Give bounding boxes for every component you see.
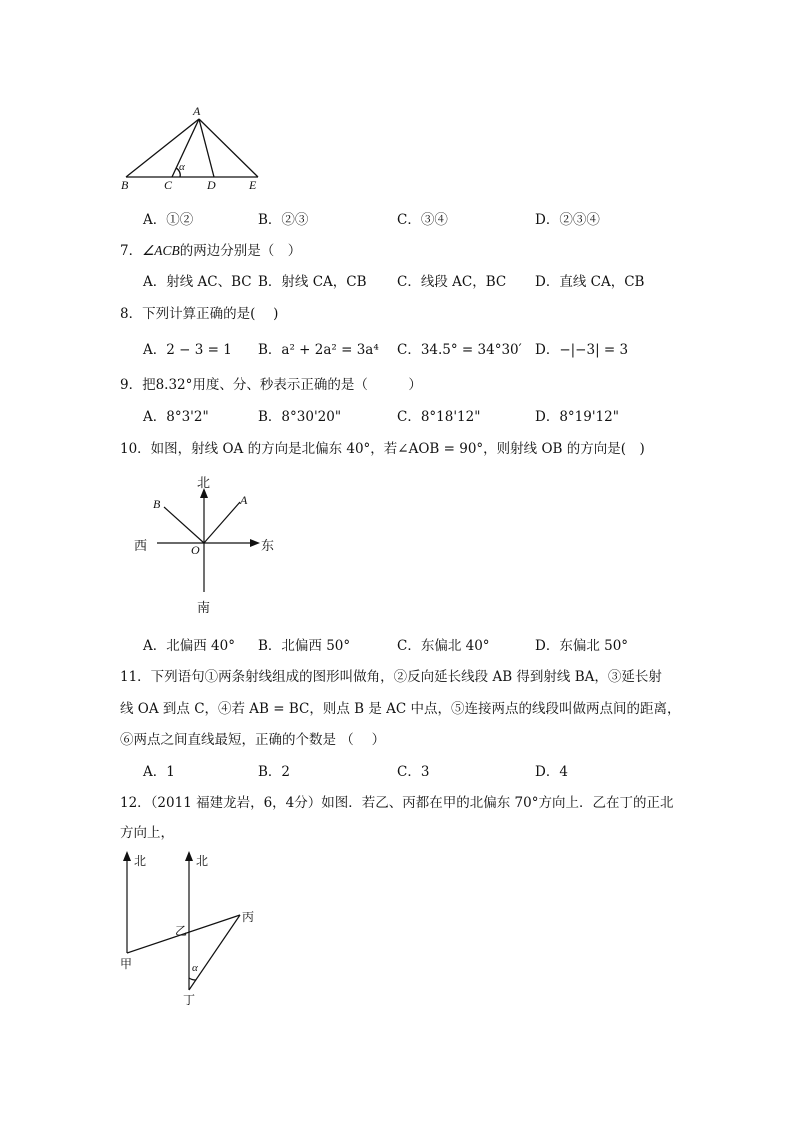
- label-north-1: 北: [134, 854, 147, 868]
- label-jia: 甲: [120, 957, 133, 971]
- label-E: E: [249, 178, 257, 192]
- option-c[interactable]: C．34.5° = 34°30′: [397, 342, 522, 358]
- q7-angle: ∠ACB: [142, 243, 180, 258]
- label-alpha: α: [192, 962, 198, 974]
- option-c[interactable]: C．8°18'12": [397, 409, 481, 425]
- option-b[interactable]: B．②③: [258, 212, 309, 228]
- label-bing: 丙: [242, 910, 255, 924]
- option-a[interactable]: A．2 − 3 = 1: [143, 342, 232, 358]
- label-yi: 乙: [175, 924, 188, 938]
- label-C: C: [164, 178, 173, 192]
- label-east: 东: [261, 539, 275, 554]
- option-d[interactable]: D．东偏北 50°: [535, 638, 629, 654]
- label-ding: 丁: [183, 993, 196, 1007]
- option-b[interactable]: B．8°30'20": [258, 409, 342, 425]
- label-A: A: [193, 104, 201, 118]
- label-A: A: [240, 493, 248, 507]
- q9-stem: 9．把8.32°用度、分、秒表示正确的是（ ）: [120, 377, 422, 393]
- option-d[interactable]: D．直线 CA，CB: [535, 274, 645, 290]
- q11-line-1: 11．下列语句①两条射线组成的图形叫做角，②反向延长线段 AB 得到射线 BA，③延长射: [120, 669, 662, 685]
- label-north: 北: [197, 476, 211, 491]
- option-b[interactable]: B．射线 CA，CB: [258, 274, 367, 290]
- option-b[interactable]: B．2: [258, 764, 291, 780]
- q12-line-2: 方向上，: [120, 825, 174, 841]
- option-a[interactable]: A．1: [143, 764, 175, 780]
- option-c[interactable]: C．3: [397, 764, 430, 780]
- q8-stem: 8．下列计算正确的是( ): [120, 306, 279, 322]
- q7-text: 的两边分别是（ ）: [179, 243, 302, 259]
- q10-stem: 10．如图，射线 OA 的方向是北偏东 40°，若∠AOB = 90°，则射线 OB 的方向是( ): [120, 441, 645, 457]
- label-west: 西: [134, 539, 148, 554]
- label-B: B: [121, 178, 129, 192]
- label-B: B: [153, 497, 161, 511]
- option-c[interactable]: C．东偏北 40°: [397, 638, 490, 654]
- option-a[interactable]: A．射线 AC、BC: [143, 274, 252, 290]
- option-b[interactable]: B．北偏西 50°: [258, 638, 351, 654]
- option-c[interactable]: C．线段 AC，BC: [397, 274, 507, 290]
- option-d[interactable]: D．4: [535, 764, 568, 780]
- q7-number: 7．: [120, 243, 143, 259]
- option-c[interactable]: C．③④: [397, 212, 448, 228]
- q11-line-2: 线 OA 到点 C，④若 AB = BC，则点 B 是 AC 中点，⑤连接两点的线段叫做两点间的距离，: [120, 701, 681, 717]
- option-b[interactable]: B．a² + 2a² = 3a⁴: [258, 342, 379, 358]
- option-d[interactable]: D．−|−3| = 3: [535, 342, 629, 358]
- option-a[interactable]: A．①②: [143, 212, 194, 228]
- q12-line-1: 12．（2011 福建龙岩，6，4分）如图．若乙、丙都在甲的北偏东 70°方向上．乙在丁的正北: [120, 795, 674, 811]
- q11-line-3: ⑥两点之间直线最短，正确的个数是 （ ）: [120, 732, 386, 748]
- option-a[interactable]: A．8°3'2": [143, 409, 209, 425]
- label-O: O: [191, 543, 200, 557]
- label-north-2: 北: [196, 854, 209, 868]
- option-a[interactable]: A．北偏西 40°: [143, 638, 235, 654]
- label-south: 南: [197, 601, 211, 616]
- label-D: D: [207, 178, 216, 192]
- option-d[interactable]: D．②③④: [535, 212, 600, 228]
- label-alpha: α: [179, 161, 185, 173]
- option-d[interactable]: D．8°19'12": [535, 409, 619, 425]
